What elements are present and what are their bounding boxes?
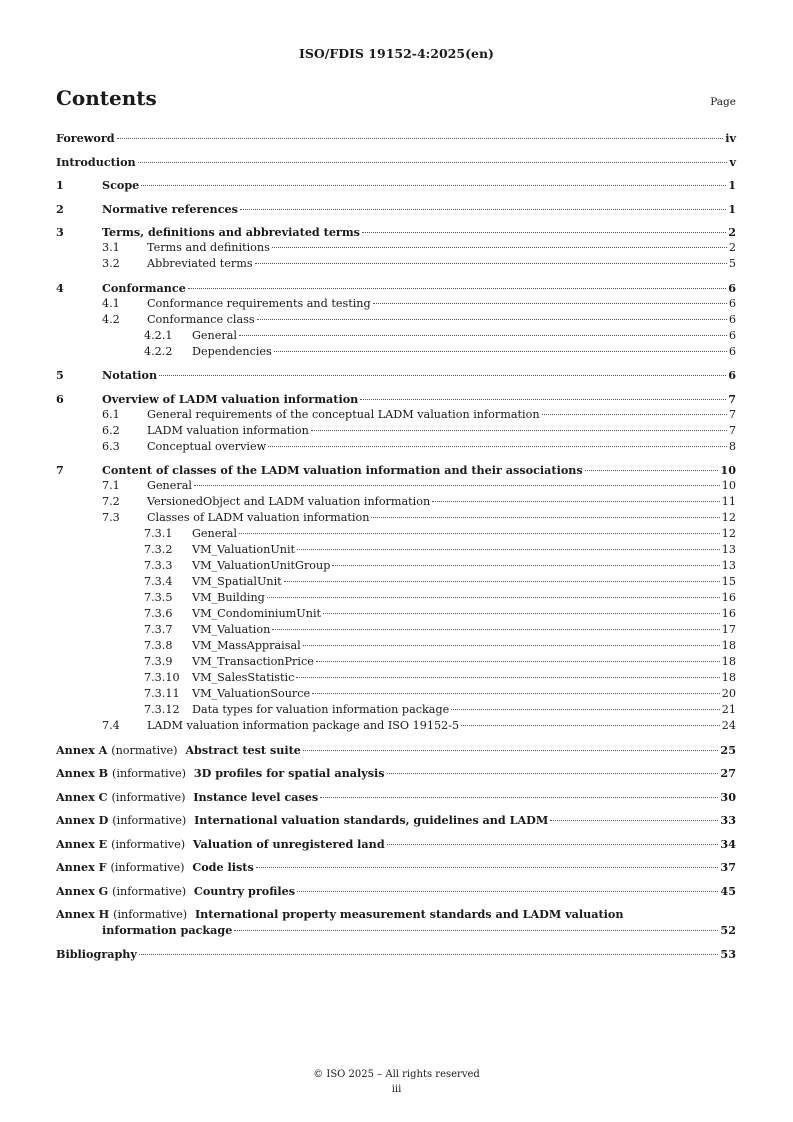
toc-entry-title: VM_ValuationSource: [192, 687, 311, 700]
toc-entry-number: 1: [56, 178, 64, 192]
toc-entry-title: Code lists: [192, 860, 254, 874]
toc-entry-title: VM_SalesStatistic: [192, 671, 295, 684]
toc-entry-title: Conformance: [102, 280, 186, 295]
toc-entry-7-3-3[interactable]: [56, 558, 736, 574]
dot-leader: [239, 533, 720, 534]
toc-entry-number: 6.1: [102, 407, 120, 421]
toc-entry-5[interactable]: [56, 367, 736, 383]
page-number: iii: [391, 1084, 402, 1095]
dot-leader: [311, 430, 727, 431]
toc-entry-number: 3.2: [102, 257, 120, 270]
dot-leader: [257, 319, 727, 320]
toc-entry-introduction[interactable]: [56, 154, 736, 170]
dot-leader: [272, 629, 719, 630]
toc-entry-4-1[interactable]: [56, 296, 736, 312]
toc-entry-page: 18: [721, 655, 736, 668]
toc-entry-page: iv: [725, 131, 736, 145]
toc-entry-page: 53: [720, 946, 736, 961]
toc-entry-title: VM_TransactionPrice: [192, 655, 314, 668]
annex-type: (informative): [110, 861, 185, 874]
toc-entry-page: 6: [728, 312, 736, 326]
toc-entry-page: 10: [720, 463, 736, 477]
toc-entry-number: 7.3.11: [144, 687, 180, 700]
dot-leader: [461, 725, 720, 726]
page-column-label: Page: [710, 96, 736, 108]
annex-label: Annex E: [56, 836, 108, 851]
dot-leader: [360, 399, 726, 400]
toc-entry-title: VM_Valuation: [192, 623, 271, 636]
dot-leader: [240, 209, 726, 210]
toc-entry-title: VM_ValuationUnit: [192, 543, 296, 556]
toc-entry-title: Dependencies: [192, 344, 272, 358]
annex-type: (informative): [112, 814, 187, 827]
toc-entry-6-3[interactable]: [56, 439, 736, 455]
toc-entry-page: 6: [728, 368, 736, 382]
dot-leader: [387, 844, 719, 845]
document-id-header: ISO/FDIS 19152-4:2025(en): [299, 46, 494, 61]
toc-entry-title: General: [192, 328, 237, 342]
dot-leader: [272, 247, 727, 248]
toc-entry-page: 10: [721, 479, 736, 492]
dot-leader: [451, 709, 720, 710]
toc-entry-number: 6.2: [102, 423, 120, 437]
toc-entry-page: 24: [721, 719, 736, 732]
toc-entry-number: 7.2: [102, 495, 120, 508]
toc-entry-7[interactable]: [56, 462, 736, 478]
dot-leader: [234, 930, 718, 931]
toc-entry-title: VM_Building: [192, 591, 265, 604]
toc-entry-number: 7.3.7: [144, 623, 173, 636]
toc-entry-4-2[interactable]: [56, 312, 736, 328]
toc-entry-title: Terms, definitions and abbreviated terms: [102, 225, 360, 239]
toc-entry-number: 3: [56, 225, 64, 239]
toc-entry-title: Abbreviated terms: [147, 257, 253, 270]
toc-entry-title: Content of classes of the LADM valuation information and their associations: [102, 463, 583, 477]
dot-leader: [117, 138, 724, 139]
contents-title-row: [56, 86, 736, 110]
toc-entry-6-1[interactable]: [56, 407, 736, 423]
toc-entry-annex-h-continued[interactable]: [56, 922, 736, 938]
toc-entry-title: Normative references: [102, 201, 238, 216]
dot-leader: [303, 750, 718, 751]
toc-entry-page: 30: [720, 789, 736, 804]
toc-entry-title: Valuation of unregistered land: [192, 836, 385, 851]
toc-entry-6-2[interactable]: [56, 423, 736, 439]
toc-entry-number: 3.1: [102, 241, 120, 254]
annex-label: Annex C: [56, 789, 108, 804]
annex-type: (informative): [112, 767, 187, 780]
dot-leader: [255, 263, 727, 264]
toc-entry-page: 12: [721, 527, 736, 540]
toc-entry-title: Notation: [102, 368, 158, 382]
toc-entry-page: 2: [728, 225, 736, 239]
toc-entry-title: Conformance class: [147, 312, 255, 326]
toc-entry-page: 1: [728, 201, 736, 216]
toc-entry-title: Conceptual overview: [147, 439, 267, 453]
dot-leader: [284, 581, 720, 582]
toc-entry-title: Instance level cases: [193, 789, 319, 804]
annex-type: (informative): [111, 837, 186, 851]
toc-entry-annex-f[interactable]: [56, 859, 736, 875]
toc-entry-page: 7: [728, 407, 736, 421]
toc-entry-title: General requirements of the conceptual LADM valuation information: [147, 407, 540, 421]
toc-entry-7-3-2[interactable]: [56, 542, 736, 558]
toc-entry-title: Introduction: [56, 154, 136, 169]
toc-entry-number: 7.3.4: [144, 575, 173, 588]
toc-entry-number: 7.3.10: [144, 671, 180, 684]
dot-leader: [320, 797, 718, 798]
toc-entry-page: 37: [720, 860, 736, 874]
annex-label: Annex D: [56, 813, 109, 827]
toc-entry-title: VersionedObject and LADM valuation information: [147, 495, 431, 508]
dot-leader: [432, 501, 720, 502]
toc-entry-number: 6: [56, 391, 64, 406]
toc-entry-7-4[interactable]: [56, 718, 736, 734]
toc-entry-title: Classes of LADM valuation information: [147, 511, 370, 524]
toc-entry-page: 6: [728, 328, 736, 342]
dot-leader: [194, 485, 720, 486]
toc-entry-page: 5: [728, 257, 736, 270]
toc-entry-page: 7: [728, 391, 736, 406]
toc-entry-number: 7.4: [102, 719, 120, 732]
toc-entry-3-2[interactable]: [56, 256, 736, 272]
toc-entry-title: General: [192, 527, 237, 540]
toc-entry-number: 7.3.6: [144, 607, 173, 620]
toc-entry-page: 45: [720, 883, 736, 898]
toc-entry-page: 12: [721, 511, 736, 524]
toc-entry-title: LADM valuation information: [147, 423, 309, 437]
toc-entry-title: VM_MassAppraisal: [192, 639, 301, 652]
toc-entry-page: 15: [721, 575, 736, 588]
toc-entry-number: 7.3.8: [144, 639, 173, 652]
dot-leader: [371, 517, 719, 518]
toc-entry-3[interactable]: [56, 224, 736, 240]
annex-label: Annex A: [56, 742, 108, 757]
annex-label: Annex G: [56, 883, 109, 898]
annex-type: (normative): [111, 743, 178, 757]
dot-leader: [256, 867, 719, 868]
dot-leader: [159, 375, 726, 376]
table-of-contents: [56, 130, 736, 962]
toc-entry-foreword[interactable]: [56, 130, 736, 146]
toc-entry-4[interactable]: [56, 280, 736, 296]
dot-leader: [312, 693, 720, 694]
dot-leader: [268, 446, 727, 447]
toc-entry-page: 6: [728, 280, 736, 295]
toc-entry-4-2-1[interactable]: [56, 328, 736, 344]
toc-entry-number: 7.3.5: [144, 591, 173, 604]
dot-leader: [267, 597, 720, 598]
annex-label: Annex F: [56, 860, 107, 874]
toc-entry-page: 13: [721, 559, 736, 572]
toc-entry-page: v: [729, 154, 736, 169]
toc-entry-title: Abstract test suite: [185, 742, 301, 757]
toc-entry-7-2[interactable]: [56, 494, 736, 510]
toc-entry-page: 33: [720, 813, 736, 827]
toc-entry-number: 4.1: [102, 296, 120, 310]
toc-entry-page: 25: [720, 742, 736, 757]
toc-entry-title: Overview of LADM valuation information: [102, 391, 359, 406]
toc-entry-3-1[interactable]: [56, 240, 736, 256]
toc-entry-title: VM_SpatialUnit: [192, 575, 282, 588]
toc-entry-page: 16: [721, 591, 736, 604]
toc-entry-page: 21: [721, 703, 736, 716]
toc-entry-title: Data types for valuation information package: [192, 703, 450, 716]
dot-leader: [138, 162, 728, 163]
toc-entry-number: 4.2: [102, 312, 120, 326]
dot-leader: [296, 677, 719, 678]
dot-leader: [373, 303, 727, 304]
toc-entry-number: 7.3.9: [144, 655, 173, 668]
toc-entry-page: 6: [728, 344, 736, 358]
toc-entry-number: 2: [56, 201, 64, 216]
annex-type: (informative): [113, 908, 188, 921]
dot-leader: [316, 661, 720, 662]
toc-entry-7-3-11[interactable]: [56, 686, 736, 702]
toc-entry-number: 6.3: [102, 439, 120, 453]
copyright-notice: © ISO 2025 – All rights reserved: [313, 1069, 480, 1080]
toc-entry-7-3-5[interactable]: [56, 590, 736, 606]
toc-entry-page: 20: [721, 687, 736, 700]
toc-entry-title: International valuation standards, guidelines and LADM: [194, 813, 549, 827]
toc-entry-title: Conformance requirements and testing: [147, 296, 371, 310]
dot-leader: [141, 185, 726, 186]
toc-entry-title: General: [147, 479, 192, 492]
page-footer: [0, 1067, 793, 1097]
dot-leader: [139, 954, 719, 955]
dot-leader: [188, 288, 726, 289]
annex-label: Annex B: [56, 766, 109, 780]
toc-entry-title: VM_CondominiumUnit: [192, 607, 322, 620]
toc-entry-number: 5: [56, 368, 64, 382]
toc-entry-title: VM_ValuationUnitGroup: [192, 559, 331, 572]
toc-entry-7-3-12[interactable]: [56, 702, 736, 718]
dot-leader: [585, 470, 719, 471]
toc-entry-bibliography[interactable]: [56, 946, 736, 962]
toc-entry-7-3-9[interactable]: [56, 654, 736, 670]
toc-entry-annex-e[interactable]: [56, 836, 736, 852]
toc-entry-number: 4: [56, 280, 64, 295]
toc-entry-title: Scope: [102, 178, 140, 192]
toc-entry-number: 7.3.1: [144, 527, 173, 540]
dot-leader: [362, 232, 726, 233]
toc-entry-number: 4.2.1: [144, 328, 173, 342]
toc-entry-number: 7: [56, 463, 64, 477]
toc-entry-7-3-1[interactable]: [56, 526, 736, 542]
toc-entry-page: 18: [721, 671, 736, 684]
dot-leader: [274, 351, 727, 352]
annex-type: (informative): [111, 790, 186, 804]
toc-entry-title-continued: information package: [102, 923, 233, 937]
toc-entry-annex-g[interactable]: [56, 883, 736, 899]
toc-entry-number: 7.3.12: [144, 703, 180, 716]
toc-entry-7-3-6[interactable]: [56, 606, 736, 622]
toc-entry-title: Country profiles: [193, 883, 295, 898]
dot-leader: [297, 549, 720, 550]
toc-entry-number: 7.3.2: [144, 543, 173, 556]
toc-entry-page: 2: [728, 241, 736, 254]
toc-entry-page: 18: [721, 639, 736, 652]
dot-leader: [303, 645, 720, 646]
dot-leader: [239, 335, 727, 336]
dot-leader: [387, 773, 719, 774]
toc-entry-number: 7.3: [102, 511, 120, 524]
toc-entry-number: 4.2.2: [144, 344, 173, 358]
toc-entry-title: LADM valuation information package and ISO 19152-5: [147, 719, 460, 732]
toc-entry-page: 16: [721, 607, 736, 620]
toc-entry-page: 34: [720, 836, 736, 851]
toc-entry-title: Bibliography: [56, 946, 137, 961]
dot-leader: [550, 820, 718, 821]
toc-entry-title: Terms and definitions: [147, 241, 270, 254]
toc-entry-7-3-7[interactable]: [56, 622, 736, 638]
toc-entry-7-3-4[interactable]: [56, 574, 736, 590]
toc-entry-page: 52: [720, 923, 736, 937]
toc-entry-title: International property measurement standards and LADM valuation: [194, 907, 624, 921]
toc-entry-title: 3D profiles for spatial analysis: [193, 766, 385, 780]
toc-entry-annex-c[interactable]: [56, 789, 736, 805]
dot-leader: [323, 613, 720, 614]
toc-entry-1[interactable]: [56, 177, 736, 193]
toc-entry-4-2-2[interactable]: [56, 344, 736, 360]
toc-entry-page: 8: [728, 439, 736, 453]
toc-entry-7-3-8[interactable]: [56, 638, 736, 654]
toc-entry-page: 17: [721, 623, 736, 636]
toc-entry-annex-a[interactable]: [56, 742, 736, 758]
toc-entry-annex-h[interactable]: [56, 906, 736, 922]
toc-entry-7-3-10[interactable]: [56, 670, 736, 686]
toc-entry-page: 27: [720, 766, 736, 780]
toc-entry-number: 7.3.3: [144, 559, 173, 572]
dot-leader: [542, 414, 727, 415]
toc-entry-7-1[interactable]: [56, 478, 736, 494]
toc-entry-number: 7.1: [102, 479, 120, 492]
toc-entry-title: Foreword: [56, 131, 115, 145]
page-title: Contents: [56, 86, 157, 110]
toc-entry-page: 13: [721, 543, 736, 556]
dot-leader: [297, 891, 718, 892]
toc-entry-7-3[interactable]: [56, 510, 736, 526]
annex-label: Annex H: [56, 907, 110, 921]
toc-entry-page: 7: [728, 423, 736, 437]
toc-entry-page: 6: [728, 296, 736, 310]
toc-entry-annex-b[interactable]: [56, 765, 736, 781]
dot-leader: [332, 565, 719, 566]
toc-entry-6[interactable]: [56, 391, 736, 407]
annex-type: (informative): [112, 884, 187, 898]
toc-entry-annex-d[interactable]: [56, 812, 736, 828]
toc-entry-2[interactable]: [56, 201, 736, 217]
toc-entry-page: 1: [728, 178, 736, 192]
toc-entry-page: 11: [721, 495, 736, 508]
